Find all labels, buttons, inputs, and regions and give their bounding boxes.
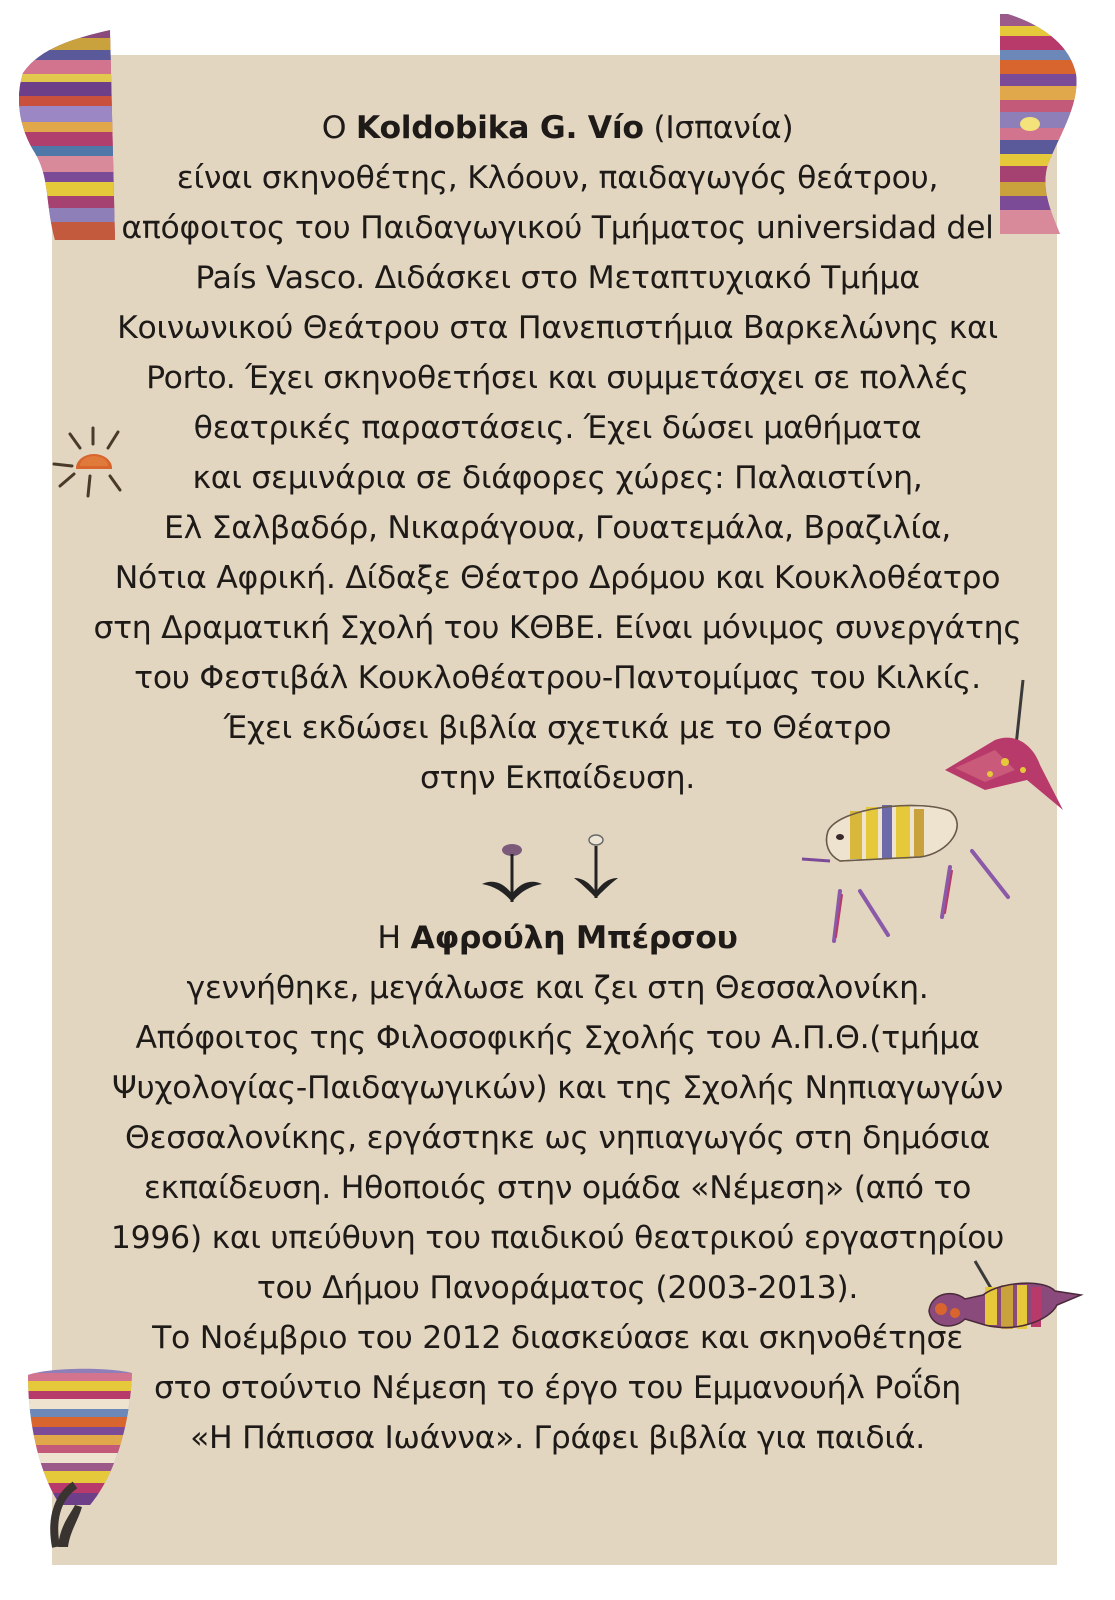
person-name: Koldobika G. Vío: [355, 110, 644, 146]
bio-line: Κοινωνικού Θεάτρου στα Πανεπιστήμια Βαρκελώνης και: [117, 310, 998, 346]
afrouli-biography: [0, 913, 1115, 1463]
bio-line: Ελ Σαλβαδόρ, Νικαράγουα, Γουατεμάλα, Βραζιλία,: [163, 510, 952, 546]
bio-line: είναι σκηνοθέτης, Κλόουν, παιδαγωγός θεάτρου,: [176, 160, 939, 196]
flower-sprouts-divider-icon: [470, 822, 620, 912]
bio-line: απόφοιτος του Παιδαγωγικού Τμήματος universidad del: [121, 210, 994, 246]
bio-line: Θεσσαλονίκης, εργάστηκε ως νηπιαγωγός στη δημόσια: [124, 1120, 991, 1156]
bio-line: γεννήθηκε, μεγάλωσε και ζει στη Θεσσαλονίκη.: [186, 970, 929, 1006]
bio-line: Νότια Αφρική. Δίδαξε Θέατρο Δρόμου και Κουκλοθέατρο: [114, 560, 1001, 596]
bio-line: του Φεστιβάλ Κουκλοθέατρου-Παντομίμας του Κιλκίς.: [134, 660, 981, 696]
bio-line: País Vasco. Διδάσκει στο Μεταπτυχιακό Τμήμα: [195, 260, 920, 296]
bio-line: Ψυχολογίας-Παιδαγωγικών) και της Σχολής Νηπιαγωγών: [111, 1070, 1004, 1106]
bio-line: εκπαίδευση. Ηθοποιός στην ομάδα «Νέμεση» (από το: [143, 1170, 972, 1206]
heading-suffix: (Ισπανία): [643, 110, 794, 146]
bio-line: Porto. Έχει σκηνοθετήσει και συμμετάσχει σε πολλές: [146, 360, 969, 396]
bio-line: στο στούντιο Νέμεση το έργο του Εμμανουήλ Ροΐδη: [154, 1370, 961, 1406]
heading-prefix: Ο: [321, 110, 356, 146]
bio-line: Απόφοιτος της Φιλοσοφικής Σχολής του Α.Π.Θ.(τμήμα: [135, 1020, 980, 1056]
bio-line: θεατρικές παραστάσεις. Έχει δώσει μαθήματα: [193, 410, 922, 446]
bio-line: Το Νοέμβριο του 2012 διασκεύασε και σκηνοθέτησε: [152, 1320, 963, 1356]
heading-prefix: Η: [377, 920, 411, 956]
bio-heading-line: [0, 913, 1115, 963]
bio-line: «Η Πάπισσα Ιωάννα». Γράφει βιβλία για παιδιά.: [190, 1420, 925, 1456]
bio-line: του Δήμου Πανοράματος (2003-2013).: [256, 1270, 859, 1306]
bio-line: στη Δραματική Σχολή του ΚΘΒΕ. Είναι μόνιμος συνεργάτης: [93, 610, 1022, 646]
bio-line: στην Εκπαίδευση.: [419, 760, 696, 796]
bio-line: 1996) και υπεύθυνη του παιδικού θεατρικού εργαστηρίου: [110, 1220, 1005, 1256]
bio-line: Έχει εκδώσει βιβλία σχετικά με το Θέατρο: [223, 710, 892, 746]
person-name: Αφρούλη Μπέρσου: [410, 920, 738, 956]
bio-heading-line: [0, 103, 1115, 153]
bio-line: και σεμινάρια σε διάφορες χώρες: Παλαιστίνη,: [192, 460, 923, 496]
koldobika-biography: [0, 103, 1115, 803]
